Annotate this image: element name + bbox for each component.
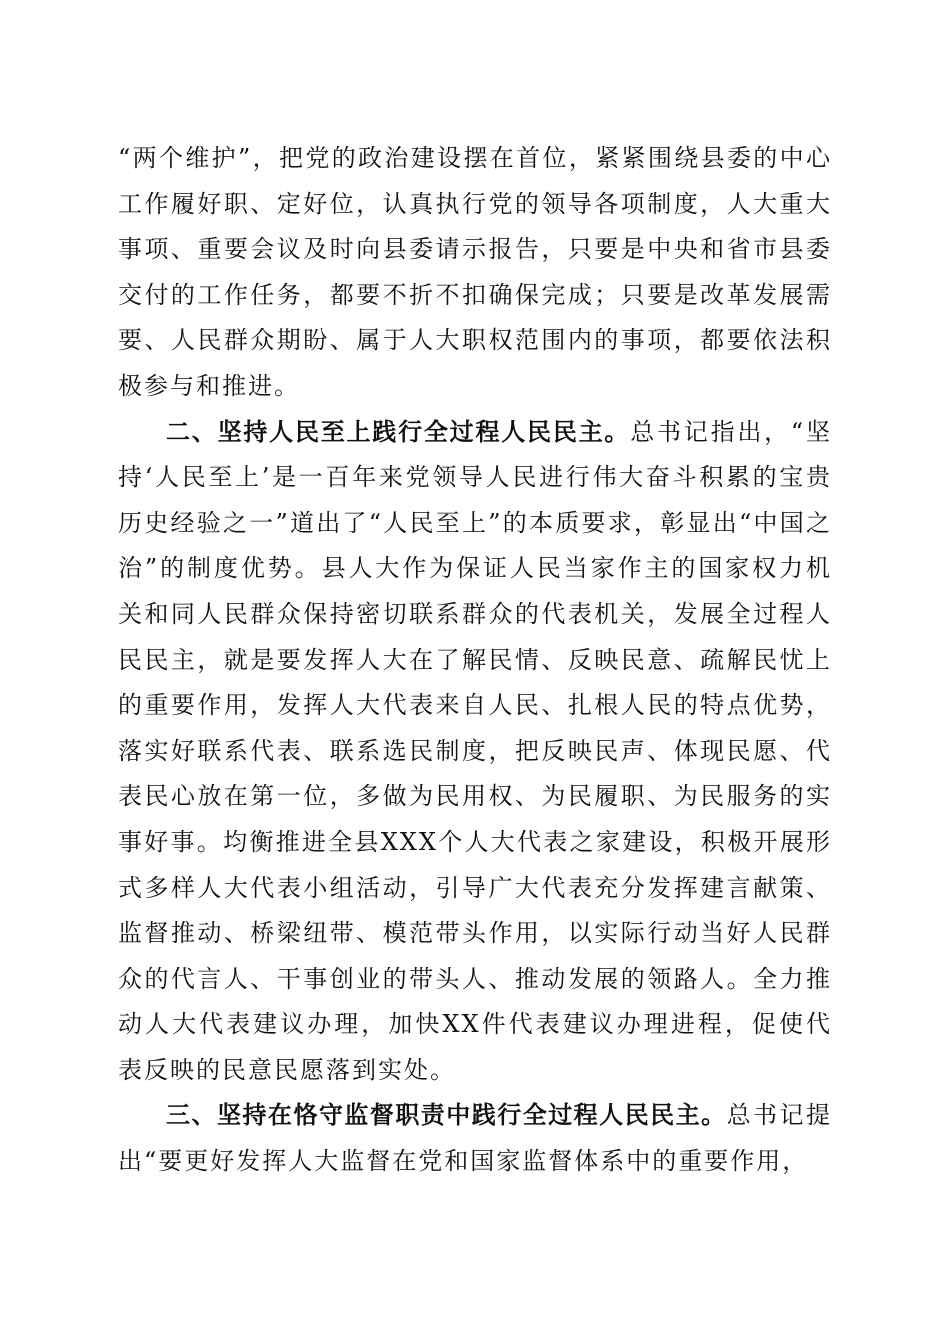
document-body <box>118 136 832 1185</box>
section-3-heading: 三、坚持在恪守监督职责中践行全过程人民民主。 <box>166 1101 727 1130</box>
paragraph-3-body: 总书记提出“要更好发挥人大监督在党和国家监督体系中的重要作用， <box>118 1101 833 1176</box>
paragraph-2-body: 总书记指出，“坚持‘人民至上’是一百年来党领导人民进行伟大奋斗积累的宝贵历史经验之一”道出了“人民至上”的本质要求，彰显出“中国之治”的制度优势。县人大作为保证人民当家作主的国家权力机关和同人民群众保持密切联系群众的代表机关，发展全过程人民民主，就是要发挥人大在了解民情、反映民意、疏解民忧上的重要作用，发挥人大代表来自人民、扎根人民的特点优势，落实好联系代表、联系选民制度，把反映民声、体现民愿、代表民心放在第一位，多做为民用权、为民履职、为民服务的实事好事。均衡推进全县XXX个人大代表之家建设，积极开展形式多样人大代表小组活动，引导广大代表充分发挥建言献策、监督推动、桥梁纽带、模范带头作用，以实际行动当好人民群众的代言人、干事创业的带头人、推动发展的领路人。全力推动人大代表建议办理，加快XX件代表建议办理进程，促使代表反映的民意民愿落到实处。 <box>118 417 832 1084</box>
paragraph-2 <box>118 410 832 1094</box>
paragraph-1 <box>118 136 832 410</box>
paragraph-1-body: “两个维护”，把党的政治建设摆在首位，紧紧围绕县委的中心工作履好职、定好位，认真执行党的领导各项制度，人大重大事项、重要会议及时向县委请示报告，只要是中央和省市县委交付的工作任务，都要不折不扣确保完成；只要是改革发展需要、人民群众期盼、属于人大职权范围内的事项，都要依法积极参与和推进。 <box>118 144 832 400</box>
section-2-heading: 二、坚持人民至上践行全过程人民民主。 <box>166 417 631 446</box>
paragraph-3 <box>118 1093 832 1184</box>
